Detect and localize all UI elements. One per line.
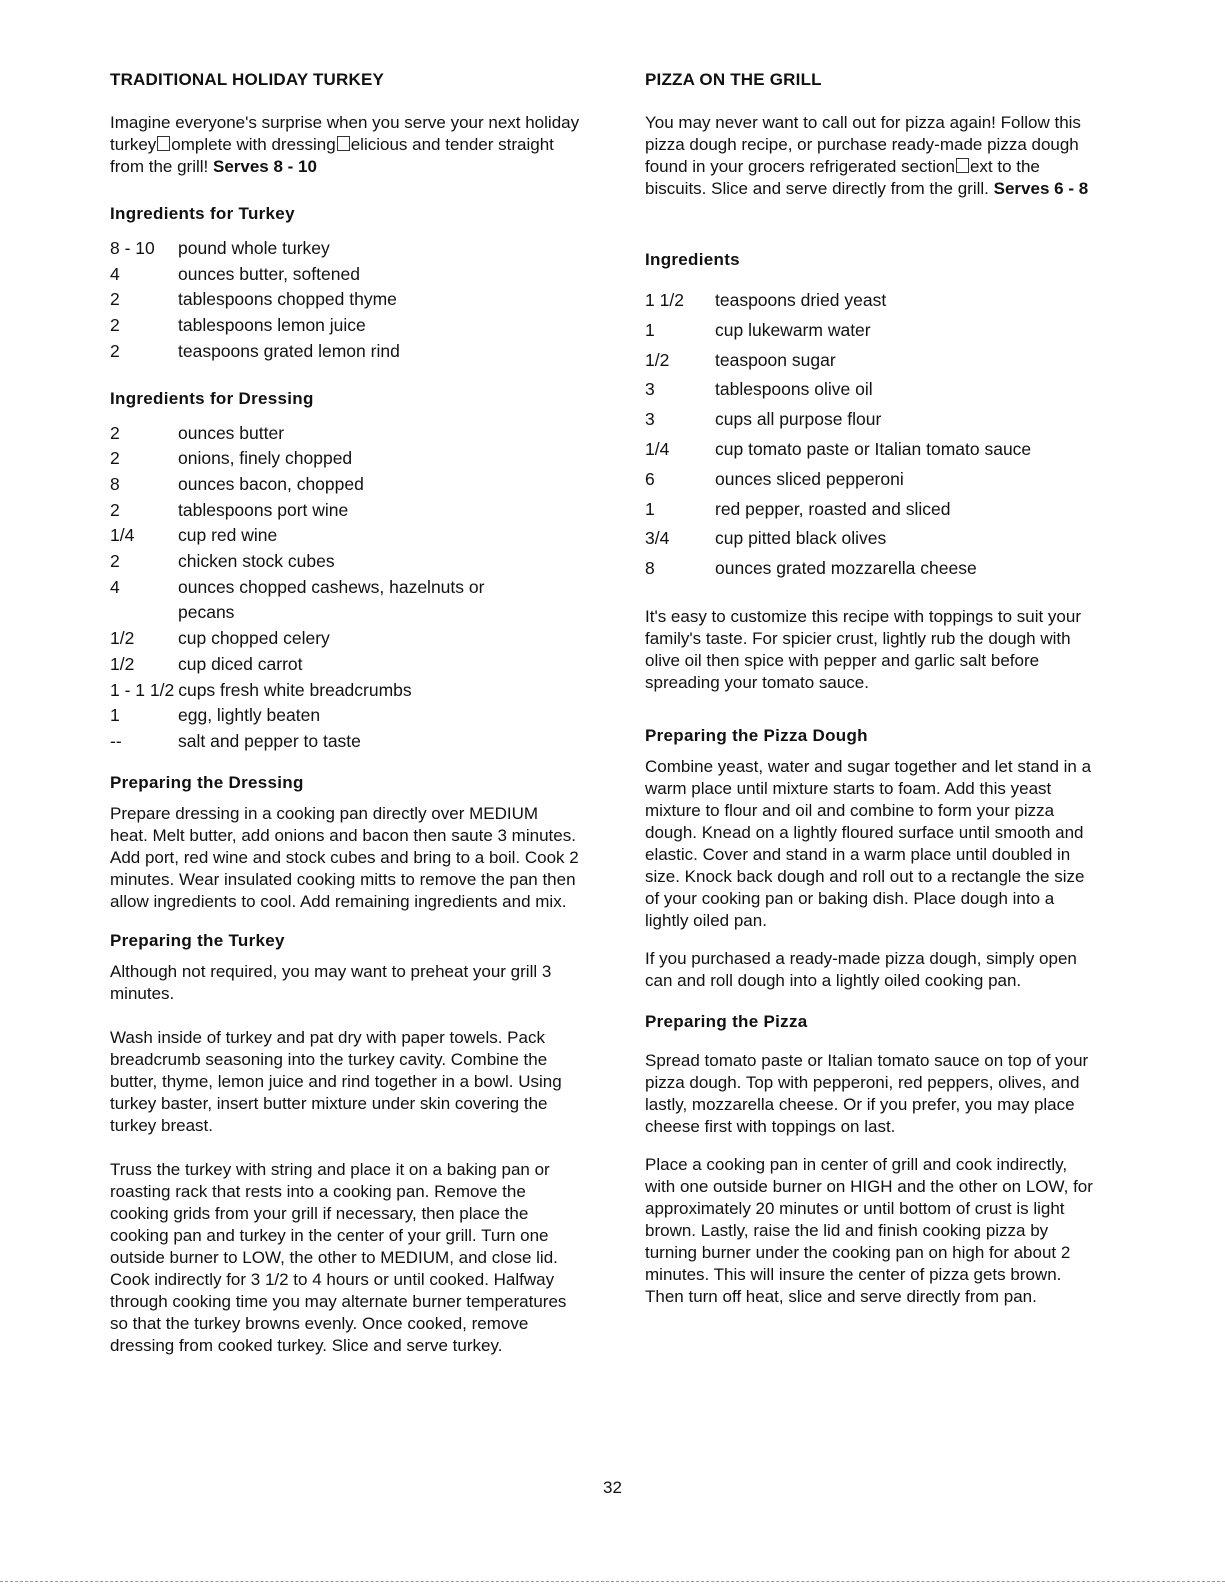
ingredient-quantity: 1/2 — [645, 349, 670, 370]
turkey-recipe-column — [110, 70, 580, 1357]
missing-glyph-box — [157, 136, 170, 151]
ingredient-text: pecans — [178, 602, 235, 623]
prep-pizza-p2: Place a cooking pan in center of grill and cook indirectly, with one outside burner on HIGH and the other on LOW, for approximately 20 minutes or until bottom of crust is light brown. Lastly, raise the lid and finish cooking pizza by turning burner under the cooking pan on high for about 2 minutes. This will insure the center of pizza gets brown. Then turn off heat, slice and serve directly from pan. — [645, 1154, 1093, 1306]
pizza-intro: You may never want to call out for pizza again! Follow this pizza dough recipe, or purchase ready-made pizza dough found in your grocers refrigerated section ext to the biscuits. Slice and serve directly from the grill. Serves 6 - 8 — [645, 113, 1089, 198]
ingredient-item — [110, 262, 580, 288]
prep-turkey-p1: Although not required, you may want to preheat your grill 3 minutes. — [110, 961, 552, 1003]
ingredient-quantity: 8 — [110, 473, 120, 494]
pizza-serves: Serves 6 - 8 — [993, 179, 1089, 198]
dressing-ingredients-list — [110, 421, 580, 755]
ingredient-text: ounces butter, softened — [178, 263, 360, 284]
ingredient-text: teaspoon sugar — [715, 349, 836, 370]
ingredient-item — [110, 523, 580, 549]
ingredient-text: tablespoons lemon juice — [178, 315, 366, 336]
ingredient-item — [110, 339, 580, 365]
ingredient-quantity: 3/4 — [645, 528, 670, 549]
ingredient-item — [110, 549, 580, 575]
ingredient-quantity: 6 — [645, 468, 655, 489]
ingredient-quantity — [110, 600, 178, 626]
ingredient-text: tablespoons olive oil — [715, 379, 873, 400]
prep-dough-heading: Preparing the Pizza Dough — [645, 725, 868, 745]
ingredient-quantity: 2 — [110, 551, 120, 572]
scan-bottom-edge — [0, 1581, 1225, 1582]
dressing-ingredients-heading: Ingredients for Dressing — [110, 388, 314, 408]
ingredient-text: cups all purpose flour — [715, 409, 882, 430]
ingredient-quantity: 1 - 1 1/2 — [110, 679, 175, 700]
ingredient-item — [645, 465, 1100, 495]
ingredient-quantity: 1 — [645, 319, 655, 340]
pizza-customize-text: It's easy to customize this recipe with toppings to suit your family's taste. For spicier crust, lightly rub the dough with olive oil then spice with pepper and garlic salt before spreading your tomato sauce. — [645, 606, 1081, 692]
turkey-recipe-title: TRADITIONAL HOLIDAY TURKEY — [110, 70, 385, 89]
ingredient-text: ounces grated mozzarella cheese — [715, 558, 977, 579]
ingredient-text: cups fresh white breadcrumbs — [178, 679, 412, 700]
prep-pizza-heading: Preparing the Pizza — [645, 1011, 808, 1031]
ingredient-item — [110, 600, 580, 626]
ingredient-text: red pepper, roasted and sliced — [715, 498, 951, 519]
ingredient-text: tablespoons chopped thyme — [178, 289, 397, 310]
ingredient-quantity: -- — [110, 730, 122, 751]
ingredient-text: ounces sliced pepperoni — [715, 468, 904, 489]
ingredient-quantity: 3 — [645, 379, 655, 400]
ingredient-quantity: 2 — [110, 340, 120, 361]
ingredient-quantity: 1/4 — [645, 438, 670, 459]
ingredient-text: salt and pepper to taste — [178, 730, 361, 751]
ingredient-text: teaspoons grated lemon rind — [178, 340, 400, 361]
prep-turkey-p3: Truss the turkey with string and place it on a baking pan or roasting rack that rests into a cooking pan. Remove the cooking grids from your grill if necessary, then place the cooking pan and turkey in the center of your grill. Turn one outside burner to LOW, the other to MEDIUM, and close lid. Cook indirectly for 3 1/2 to 4 hours or until cooked. Halfway through cooking time you may alternate burner temperatures so that the turkey browns evenly. Once cooked, remove dressing from cooked turkey. Slice and serve turkey. — [110, 1159, 567, 1355]
ingredient-text: onions, finely chopped — [178, 448, 353, 469]
ingredient-item — [645, 346, 1100, 376]
ingredient-quantity: 1 — [110, 705, 120, 726]
turkey-intro: Imagine everyone's surprise when you serve your next holiday turkey omplete with dressing elicious and tender straight from the grill! Serves 8 - 10 — [110, 113, 580, 176]
ingredient-text: cup pitted black olives — [715, 528, 887, 549]
prep-turkey-heading: Preparing the Turkey — [110, 930, 285, 950]
ingredient-text: ounces chopped cashews, hazelnuts or — [178, 576, 485, 597]
ingredient-item — [110, 729, 580, 755]
ingredient-quantity: 8 — [645, 558, 655, 579]
ingredient-text: egg, lightly beaten — [178, 705, 321, 726]
ingredient-quantity: 2 — [110, 499, 120, 520]
ingredient-item — [110, 421, 580, 447]
ingredient-item — [645, 286, 1100, 316]
ingredient-quantity: 2 — [110, 448, 120, 469]
prep-pizza-p1: Spread tomato paste or Italian tomato sauce on top of your pizza dough. Top with pepperoni, red peppers, olives, and lastly, mozzarella cheese. Or if you prefer, you may place cheese first with toppings on last. — [645, 1050, 1089, 1136]
pizza-ingredients-heading: Ingredients — [645, 250, 740, 269]
ingredient-item — [645, 435, 1100, 465]
ingredient-quantity: 1/2 — [110, 628, 135, 649]
ingredient-item — [110, 236, 580, 262]
ingredient-item — [645, 524, 1100, 554]
ingredient-text: teaspoons dried yeast — [715, 290, 887, 310]
ingredient-quantity: 1/4 — [110, 525, 135, 546]
ingredient-text: cup chopped celery — [178, 628, 330, 649]
ingredient-quantity: 2 — [110, 289, 120, 310]
ingredient-item — [110, 472, 580, 498]
ingredient-quantity: 2 — [110, 422, 120, 443]
ingredient-item — [645, 316, 1100, 346]
turkey-ingredients-heading: Ingredients for Turkey — [110, 204, 295, 223]
ingredient-quantity: 1 — [645, 498, 655, 519]
ingredient-quantity: 4 — [110, 263, 120, 284]
ingredient-text: pound whole turkey — [178, 238, 330, 258]
pizza-recipe-title: PIZZA ON THE GRILL — [645, 70, 822, 89]
prep-dough-p2: If you purchased a ready-made pizza dough, simply open can and roll dough into a lightly oiled cooking pan. — [645, 948, 1077, 990]
ingredient-text: chicken stock cubes — [178, 551, 335, 572]
ingredient-item — [110, 498, 580, 524]
ingredient-item — [645, 554, 1100, 584]
ingredient-text: cup diced carrot — [178, 653, 303, 674]
pizza-ingredients-list — [645, 286, 1100, 584]
ingredient-item — [110, 652, 580, 678]
ingredient-item — [110, 626, 580, 652]
prep-turkey-p2: Wash inside of turkey and pat dry with paper towels. Pack breadcrumb seasoning into the turkey cavity. Combine the butter, thyme, lemon juice and rind together in a bowl. Using turkey baster, insert butter mixture under skin covering the turkey breast. — [110, 1027, 562, 1135]
page-number: 32 — [603, 1478, 622, 1497]
ingredient-quantity: 4 — [110, 576, 120, 597]
ingredient-item — [110, 313, 580, 339]
prep-dough-p1: Combine yeast, water and sugar together and let stand in a warm place until mixture starts to foam. Add this yeast mixture to flour and oil and combine to form your pizza dough. Knead on a lightly floured surface until smooth and elastic. Cover and stand in a warm place until doubled in size. Knock back dough and roll out to a rectangle the size of your cooking pan or baking dish. Place dough into a lightly oiled pan. — [645, 756, 1092, 930]
ingredient-item — [110, 678, 580, 704]
ingredient-quantity: 3 — [645, 409, 655, 430]
prep-dressing-heading: Preparing the Dressing — [110, 772, 304, 792]
turkey-serves: Serves 8 - 10 — [212, 157, 317, 176]
ingredient-item — [645, 495, 1100, 525]
turkey-ingredients-list — [110, 236, 580, 365]
ingredient-text: tablespoons port wine — [178, 499, 349, 520]
missing-glyph-box — [337, 136, 350, 151]
pizza-recipe-column — [645, 70, 1100, 1308]
ingredient-text: ounces butter — [178, 422, 285, 443]
ingredient-quantity: 1 1/2 — [645, 290, 684, 310]
ingredient-quantity: 1/2 — [110, 653, 135, 674]
ingredient-item — [645, 375, 1100, 405]
ingredient-text: cup red wine — [178, 525, 278, 546]
ingredient-item — [110, 287, 580, 313]
missing-glyph-box — [956, 158, 969, 173]
ingredient-item — [645, 405, 1100, 435]
ingredient-item — [110, 446, 580, 472]
ingredient-item — [110, 703, 580, 729]
ingredient-text: cup lukewarm water — [715, 319, 871, 340]
ingredient-text: cup tomato paste or Italian tomato sauce — [715, 438, 1032, 459]
prep-dressing-text: Prepare dressing in a cooking pan directly over MEDIUM heat. Melt butter, add onions and bacon then saute 3 minutes. Add port, red wine and stock cubes and bring to a boil. Cook 2 minutes. Wear insulated cooking mitts to remove the pan then allow ingredients to cool. Add remaining ingredients and mix. — [110, 803, 579, 911]
ingredient-text: ounces bacon, chopped — [178, 473, 364, 494]
ingredient-item — [110, 575, 580, 601]
ingredient-quantity: 8 - 10 — [110, 238, 155, 258]
ingredient-quantity: 2 — [110, 315, 120, 336]
